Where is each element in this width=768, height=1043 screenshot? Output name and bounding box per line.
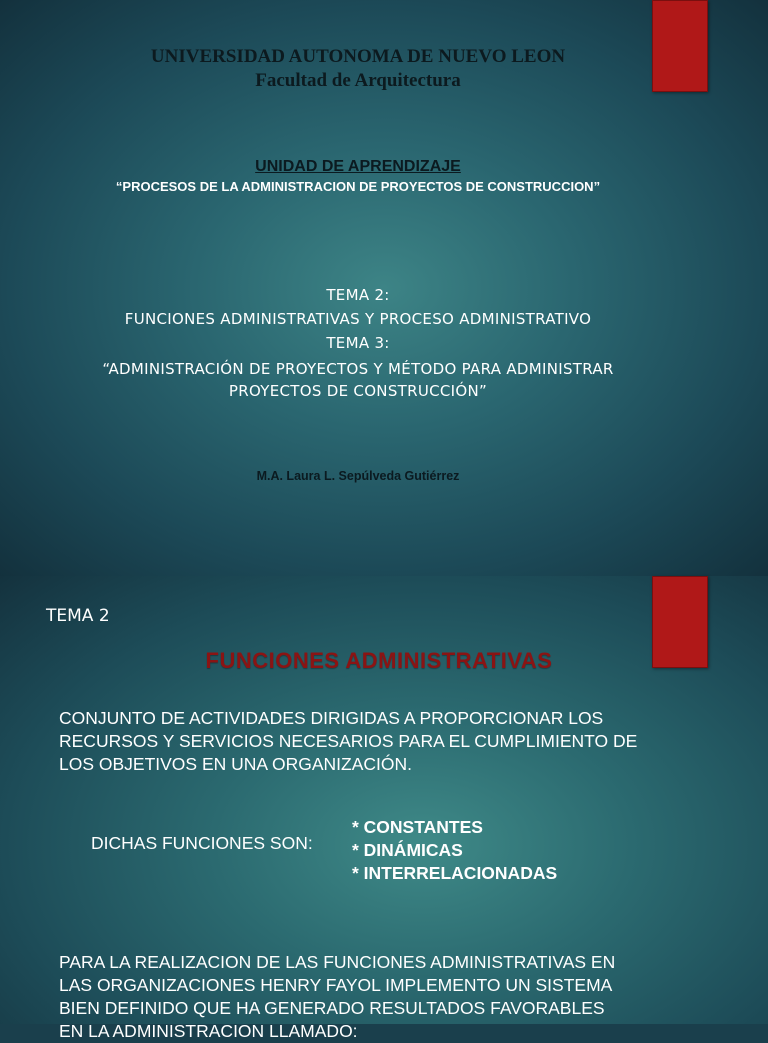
tema3-title: [0, 358, 742, 402]
tema3-title-line: PROYECTOS DE CONSTRUCCIÓN”: [228, 382, 488, 400]
paragraph-line: BIEN DEFINIDO QUE HA GENERADO RESULTADOS FAVORABLES: [59, 998, 605, 1018]
tema2-title: FUNCIONES ADMINISTRATIVAS Y PROCESO ADMINISTRATIVO: [124, 310, 592, 328]
paragraph-line: PARA LA REALIZACION DE LAS FUNCIONES ADMINISTRATIVAS EN: [59, 952, 616, 972]
slide-title: FUNCIONES ADMINISTRATIVAS: [205, 648, 553, 673]
list-intro: DICHAS FUNCIONES SON:: [91, 833, 313, 853]
unit-name: “PROCESOS DE LA ADMINISTRACION DE PROYECTOS DE CONSTRUCCION”: [115, 179, 601, 194]
definition-text: [59, 707, 719, 776]
functions-list: [352, 816, 557, 885]
definition-line: LOS OBJETIVOS EN UNA ORGANIZACIÓN.: [59, 754, 412, 774]
list-item: * DINÁMICAS: [352, 840, 463, 860]
tema3-label: TEMA 3:: [326, 334, 390, 352]
list-item: * INTERRELACIONADAS: [352, 863, 558, 883]
definition-line: CONJUNTO DE ACTIVIDADES DIRIGIDAS A PROPORCIONAR LOS: [59, 708, 604, 728]
paragraph-line: LAS ORGANIZACIONES HENRY FAYOL IMPLEMENTO UN SISTEMA: [59, 975, 613, 995]
university-name: UNIVERSIDAD AUTONOMA DE NUEVO LEON: [150, 46, 566, 67]
faculty-name: Facultad de Arquitectura: [255, 70, 461, 91]
content-slide: [0, 576, 768, 1041]
fayol-paragraph: [59, 951, 719, 1043]
tema-label: TEMA 2: [46, 606, 110, 626]
author-name: M.A. Laura L. Sepúlveda Gutiérrez: [256, 469, 460, 483]
tema2-label: TEMA 2:: [326, 286, 390, 304]
list-item: * CONSTANTES: [352, 817, 483, 837]
tema3-title-line: “ADMINISTRACIÓN DE PROYECTOS Y MÉTODO PARA ADMINISTRAR: [102, 360, 614, 378]
definition-line: RECURSOS Y SERVICIOS NECESARIOS PARA EL CUMPLIMIENTO DE: [59, 731, 638, 751]
paragraph-line: EN LA ADMINISTRACION LLAMADO:: [59, 1021, 358, 1041]
unit-label: UNIDAD DE APRENDIZAJE: [255, 158, 461, 175]
